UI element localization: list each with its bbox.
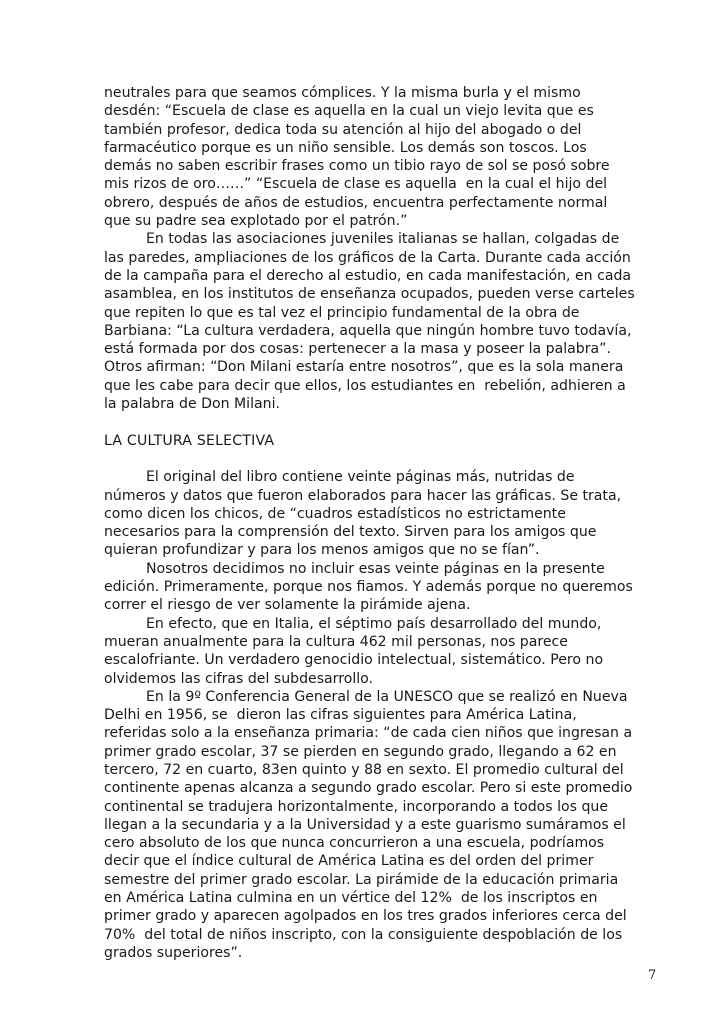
text-line: correr el riesgo de ver solamente la pirámide ajena.: [104, 597, 471, 614]
text-line: las paredes, ampliaciones de los gráficos de la Carta. Durante cada acción: [104, 249, 631, 266]
text-line: números y datos que fueron elaborados para hacer las gráficas. Se trata,: [104, 487, 622, 504]
text-line-indented: En todas las asociaciones juveniles italianas se hallan, colgadas de: [146, 231, 620, 248]
text-line: grados superiores”.: [104, 944, 243, 961]
text-line: Delhi en 1956, se dieron las cifras siguientes para América Latina,: [104, 707, 577, 724]
text-line-indented: En efecto, que en Italia, el séptimo país desarrollado del mundo,: [146, 615, 602, 632]
text-line: continental se tradujera horizontalmente, incorporando a todos los que: [104, 798, 609, 815]
text-line: edición. Primeramente, porque nos fiamos. Y además porque no queremos: [104, 579, 633, 596]
text-line: farmacéutico porque es un niño sensible. Los demás son toscos. Los: [104, 139, 587, 156]
text-line: obrero, después de años de estudios, encuentra perfectamente normal: [104, 194, 608, 211]
text-line: semestre del primer grado escolar. La pirámide de la educación primaria: [104, 871, 619, 888]
text-line: que su padre sea explotado por el patrón.”: [104, 213, 408, 230]
text-line: tercero, 72 en cuarto, 83en quinto y 88 en sexto. El promedio cultural del: [104, 761, 624, 778]
text-line: de la campaña para el derecho al estudio, en cada manifestación, en cada: [104, 267, 632, 284]
text-line: necesarios para la comprensión del texto. Sirven para los amigos que: [104, 524, 597, 541]
text-line: primer grado y aparecen agolpados en los tres grados inferiores cerca del: [104, 908, 627, 925]
text-line: la palabra de Don Milani.: [104, 396, 280, 413]
text-line: decir que el índice cultural de América Latina es del orden del primer: [104, 853, 594, 870]
text-line: escalofriante. Un verdadero genocidio intelectual, sistemático. Pero no: [104, 652, 604, 669]
text-line: desdén: “Escuela de clase es aquella en la cual un viejo levita que es: [104, 103, 594, 120]
paragraph-block-1: [104, 84, 658, 413]
section-heading: LA CULTURA SELECTIVA: [104, 432, 275, 449]
page-number: 7: [648, 968, 657, 983]
text-line: continente apenas alcanza a segundo grado escolar. Pero si este promedio: [104, 780, 633, 797]
paragraph-block-2: [104, 468, 658, 962]
text-line: demás no saben escribir frases como un tibio rayo de sol se posó sobre: [104, 158, 610, 175]
document-page: [104, 84, 658, 962]
text-line: en América Latina culmina en un vértice del 12% de los inscriptos en: [104, 890, 598, 907]
text-line: Otros afirman: “Don Milani estaría entre nosotros”, que es la sola manera: [104, 359, 624, 376]
text-line: Barbiana: “La cultura verdadera, aquella que ningún hombre tuvo todavía,: [104, 322, 632, 339]
blank-line: [104, 413, 658, 431]
text-line-indented: En la 9º Conferencia General de la UNESCO que se realizó en Nueva: [146, 688, 628, 705]
text-line: cero absoluto de los que nunca concurrieron a una escuela, podríamos: [104, 835, 605, 852]
text-line: 70% del total de niños inscripto, con la consiguiente despoblación de los: [104, 926, 623, 943]
text-line-indented: El original del libro contiene veinte páginas más, nutridas de: [146, 469, 575, 486]
text-line: que les cabe para decir que ellos, los estudiantes en rebelión, adhieren a: [104, 377, 626, 394]
text-line: que repiten lo que es tal vez el principio fundamental de la obra de: [104, 304, 580, 321]
text-line: quieran profundizar y para los menos amigos que no se fían”.: [104, 542, 540, 559]
text-line: referidas solo a la enseñanza primaria: “de cada cien niños que ingresan a: [104, 725, 633, 742]
text-line-indented: Nosotros decidimos no incluir esas veinte páginas en la presente: [146, 560, 605, 577]
blank-line: [104, 450, 658, 468]
text-line: primer grado escolar, 37 se pierden en segundo grado, llegando a 62 en: [104, 743, 617, 760]
text-line: mis rizos de oro……” “Escuela de clase es aquella en la cual el hijo del: [104, 176, 608, 193]
text-line: neutrales para que seamos cómplices. Y la misma burla y el mismo: [104, 85, 581, 101]
text-line: llegan a la secundaria y a la Universidad y a este guarismo sumáramos el: [104, 816, 626, 833]
text-line: como dicen los chicos, de “cuadros estadísticos no estrictamente: [104, 505, 566, 522]
text-line: asamblea, en los institutos de enseñanza ocupados, pueden verse carteles: [104, 286, 635, 303]
text-line: olvidemos las cifras del subdesarrollo.: [104, 670, 374, 687]
text-line: está formada por dos cosas: pertenecer a la masa y poseer la palabra”.: [104, 341, 611, 358]
text-line: también profesor, dedica toda su atención al hijo del abogado o del: [104, 121, 582, 138]
text-line: mueran anualmente para la cultura 462 mil personas, nos parece: [104, 633, 568, 650]
